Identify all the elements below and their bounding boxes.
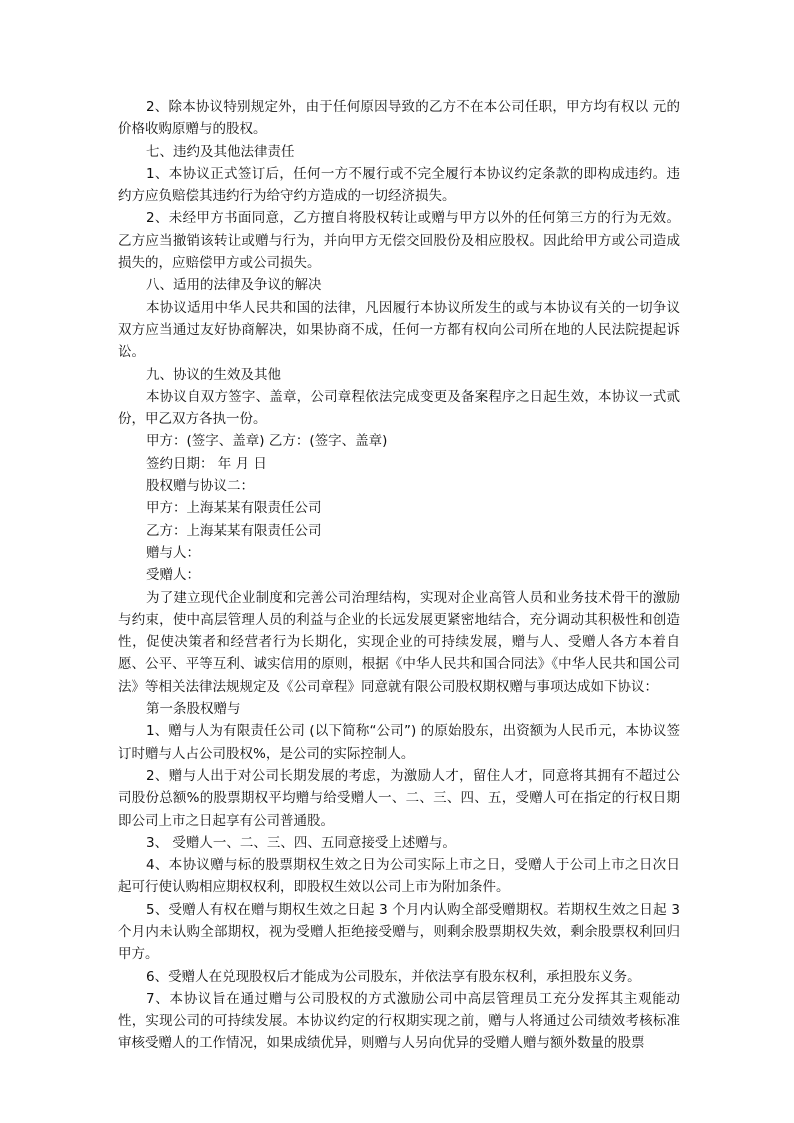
document-page [118,96,680,1055]
section-heading: 七、违约及其他法律责任 [146,143,295,160]
clause: 3、 受赠人一、二、三、四、五同意接受上述赠与。 [146,834,456,851]
clause: 6、受赠人在兑现股权后才能成为公司股东，并依法享有股东权利，承担股东义务。 [146,968,641,985]
signature-line: 甲方：(签字、盖章) 乙方：(签字、盖章) [146,433,388,450]
clause: 7、本协议旨在通过赠与公司股权的方式激励公司中高层管理员工充分发挥其主观能动性，实现公司的可持续发展。本协议约定的行权期实现之前，赠与人将通过公司绩效考核标准审核受赠人的工作情况，如果成绩优异，则赠与人另向优异的受赠人赠与额外数量的股票 [118,990,680,1052]
clause: 2、赠与人出于对公司长期发展的考虑，为激励人才，留住人才，同意将其拥有不超过公司股份总额%的股票期权平均赠与给受赠人一、二、三、四、五，受赠人可在指定的行权日期即公司上市之日起享有公司普通股。 [118,767,680,829]
paragraph: 2、未经甲方书面同意，乙方擅自将股权转让或赠与甲方以外的任何第三方的行为无效。乙方应当撤销该转让或赠与行为，并向甲方无偿交回股份及相应股权。因此给甲方或公司造成损失的，应赔偿甲方或公司损失。 [118,210,680,272]
donee-label: 受赠人： [146,567,200,584]
clause: 5、受赠人有权在赠与期权生效之日起 3 个月内认购全部受赠期权。若期权生效之日起 3 个月内未认购全部期权，视为受赠人拒绝接受赠与，则剩余股票期权失效，剩余股票权利回归甲方。 [118,901,680,963]
paragraph: 1、本协议正式签订后，任何一方不履行或不完全履行本协议约定条款的即构成违约。违约方应负赔偿其违约行为给守约方造成的一切经济损失。 [118,165,680,205]
agreement-title: 股权赠与协议二： [146,478,254,495]
section-heading: 九、协议的生效及其他 [146,366,281,383]
clause: 1、赠与人为有限责任公司 (以下简称“公司”) 的原始股东，出资额为人民币元，本协议签订时赠与人占公司股权%，是公司的实际控制人。 [118,723,680,762]
clause: 4、本协议赠与标的股票期权生效之日为公司实际上市之日，受赠人于公司上市之日次日起可行使认购相应期权权利，即股权生效以公司上市为附加条件。 [118,857,680,896]
signing-date: 签约日期： 年 月 日 [146,455,267,472]
party-b: 乙方：上海某某有限责任公司 [146,522,322,539]
paragraph: 本协议适用中华人民共和国的法律，凡因履行本协议所发生的或与本协议有关的一切争议双方应当通过友好协商解决，如果协商不成，任何一方都有权向公司所在地的人民法院提起诉讼。 [118,299,680,361]
party-a: 甲方：上海某某有限责任公司 [146,500,322,517]
preamble: 为了建立现代企业制度和完善公司治理结构，实现对企业高管人员和业务技术骨干的激励与约束，使中高层管理人员的利益与企业的长远发展更紧密地结合，充分调动其积极性和创造性，促使决策者和经营者行为长期化，实现企业的可持续发展，赠与人、受赠人各方本着自愿、公平、平等互利、诚实信用的原则，根据《中华人民共和国合同法》《中华人民共和国公司法》等相关法律法规规定及《公司章程》同意就有限公司股权期权赠与事项达成如下协议： [118,589,680,695]
section-heading: 八、适用的法律及争议的解决 [146,277,322,294]
article-heading: 第一条股权赠与 [146,701,241,718]
donor-label: 赠与人： [146,544,200,561]
paragraph: 本协议自双方签字、盖章，公司章程依法完成变更及备案程序之日起生效，本协议一式贰份，甲乙双方各执一份。 [118,388,680,428]
paragraph: 2、除本协议特别规定外，由于任何原因导致的乙方不在本公司任职，甲方均有权以 元的价格收购原赠与的股权。 [118,99,680,138]
